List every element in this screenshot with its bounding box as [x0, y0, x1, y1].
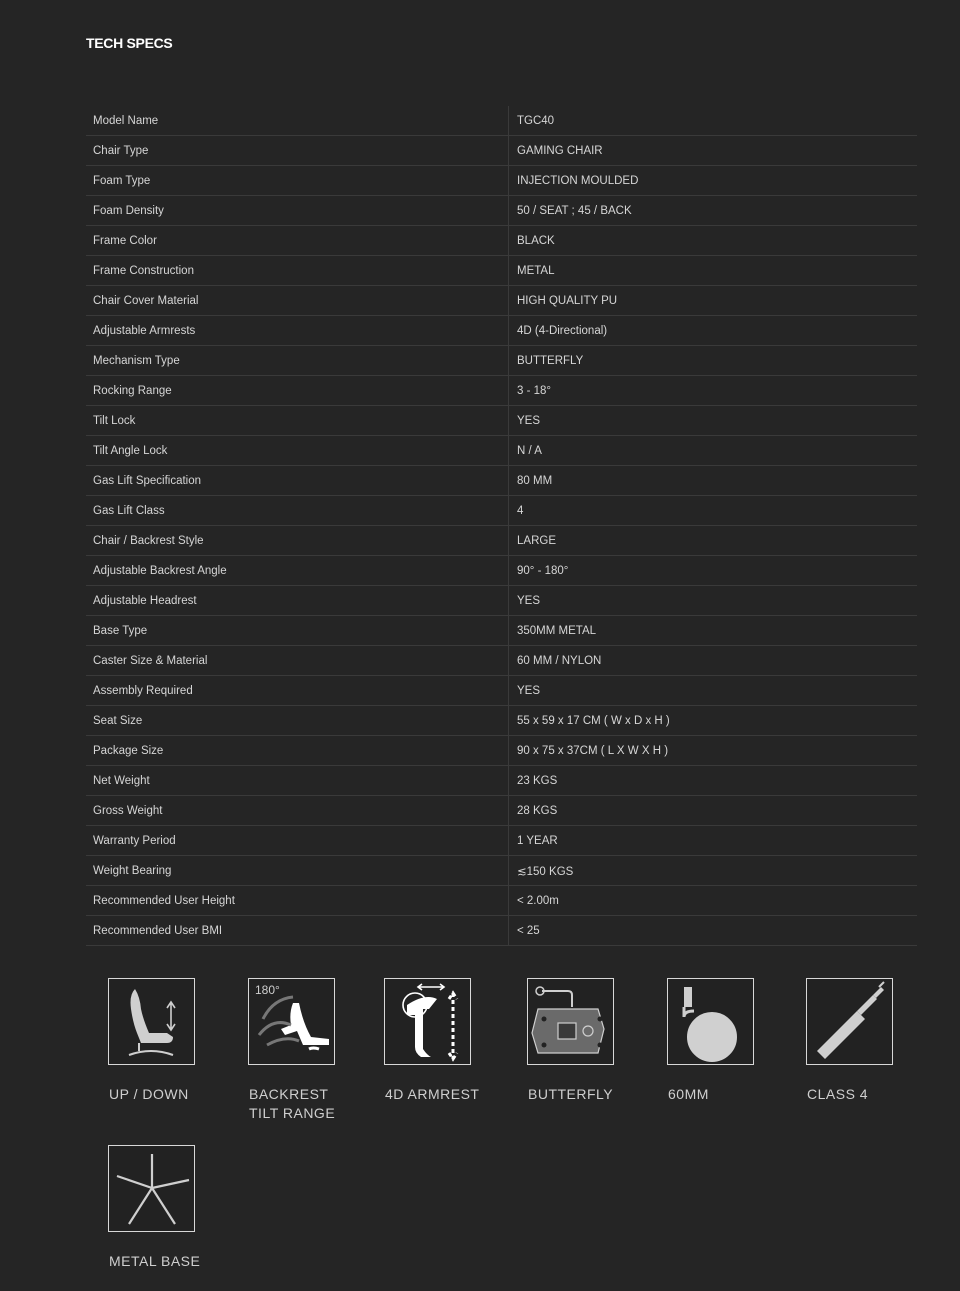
spec-row	[86, 886, 917, 916]
feature-butterfly	[527, 978, 687, 1104]
feature-label: BACKREST TILT RANGE	[249, 1086, 336, 1121]
spec-label: Foam Density	[86, 196, 509, 226]
feature-label: BUTTERFLY	[528, 1086, 614, 1102]
spec-row	[86, 646, 917, 676]
spec-label: Gross Weight	[86, 796, 509, 826]
spec-row	[86, 376, 917, 406]
spec-label: Adjustable Armrests	[86, 316, 509, 346]
spec-value: 350MM METAL	[509, 616, 918, 646]
spec-label: Caster Size & Material	[86, 646, 509, 676]
spec-value: < 2.00m	[509, 886, 918, 916]
spec-value: 4	[509, 496, 918, 526]
spec-label: Adjustable Backrest Angle	[86, 556, 509, 586]
spec-label: Warranty Period	[86, 826, 509, 856]
spec-row	[86, 316, 917, 346]
spec-label: Foam Type	[86, 166, 509, 196]
page-title: TECH SPECS	[86, 35, 173, 51]
spec-label: Recommended User BMI	[86, 916, 509, 946]
feature-gas-lift	[806, 978, 960, 1104]
4d-armrest-icon	[384, 978, 471, 1065]
spec-row	[86, 556, 917, 586]
spec-row	[86, 856, 917, 886]
icon-degree-text: 180°	[255, 983, 280, 997]
spec-label: Gas Lift Specification	[86, 466, 509, 496]
spec-value: YES	[509, 586, 918, 616]
spec-label: Frame Color	[86, 226, 509, 256]
up-down-chair-icon	[108, 978, 195, 1065]
spec-row	[86, 436, 917, 466]
spec-row	[86, 286, 917, 316]
spec-label: Chair Cover Material	[86, 286, 509, 316]
spec-label: Weight Bearing	[86, 856, 509, 886]
feature-caster	[667, 978, 827, 1104]
spec-value: YES	[509, 406, 918, 436]
spec-value: 1 YEAR	[509, 826, 918, 856]
spec-value: 4D (4-Directional)	[509, 316, 918, 346]
spec-value: < 25	[509, 916, 918, 946]
spec-label: Recommended User Height	[86, 886, 509, 916]
metal-base-icon	[108, 1145, 195, 1232]
spec-row	[86, 706, 917, 736]
spec-value: 23 KGS	[509, 766, 918, 796]
spec-row	[86, 196, 917, 226]
spec-label: Chair / Backrest Style	[86, 526, 509, 556]
butterfly-mechanism-icon	[527, 978, 614, 1065]
spec-row	[86, 496, 917, 526]
spec-value: METAL	[509, 256, 918, 286]
spec-row	[86, 796, 917, 826]
spec-value: 28 KGS	[509, 796, 918, 826]
spec-label: Mechanism Type	[86, 346, 509, 376]
spec-label: Base Type	[86, 616, 509, 646]
feature-4d-armrest	[384, 978, 544, 1104]
spec-label: Gas Lift Class	[86, 496, 509, 526]
spec-row	[86, 826, 917, 856]
gas-lift-icon	[806, 978, 893, 1065]
spec-row	[86, 106, 917, 136]
feature-label: METAL BASE	[109, 1253, 201, 1269]
spec-row	[86, 526, 917, 556]
spec-label: Rocking Range	[86, 376, 509, 406]
spec-value: 50 / SEAT ; 45 / BACK	[509, 196, 918, 226]
caster-wheel-icon	[667, 978, 754, 1065]
spec-row	[86, 916, 917, 946]
spec-row	[86, 256, 917, 286]
spec-label: Chair Type	[86, 136, 509, 166]
spec-row	[86, 586, 917, 616]
spec-row	[86, 166, 917, 196]
spec-label: Assembly Required	[86, 676, 509, 706]
spec-row	[86, 766, 917, 796]
backrest-tilt-icon	[248, 978, 335, 1065]
spec-label: Tilt Lock	[86, 406, 509, 436]
spec-row	[86, 136, 917, 166]
spec-value: INJECTION MOULDED	[509, 166, 918, 196]
spec-row	[86, 616, 917, 646]
spec-row	[86, 736, 917, 766]
feature-label: 4D ARMREST	[385, 1086, 480, 1102]
spec-value: 90 x 75 x 37CM ( L X W X H )	[509, 736, 918, 766]
feature-label: UP / DOWN	[109, 1086, 189, 1102]
spec-label: Seat Size	[86, 706, 509, 736]
spec-label: Model Name	[86, 106, 509, 136]
spec-value: 80 MM	[509, 466, 918, 496]
spec-value: LARGE	[509, 526, 918, 556]
feature-label: CLASS 4	[807, 1086, 869, 1102]
spec-label: Adjustable Headrest	[86, 586, 509, 616]
spec-value: 55 x 59 x 17 CM ( W x D x H )	[509, 706, 918, 736]
spec-value: 90° - 180°	[509, 556, 918, 586]
feature-label: 60MM	[668, 1086, 709, 1102]
spec-row	[86, 226, 917, 256]
spec-label: Net Weight	[86, 766, 509, 796]
spec-value: YES	[509, 676, 918, 706]
spec-value: ≲150 KGS	[509, 856, 918, 886]
spec-row	[86, 346, 917, 376]
spec-row	[86, 406, 917, 436]
spec-table-body	[86, 106, 917, 946]
spec-row	[86, 676, 917, 706]
spec-value: GAMING CHAIR	[509, 136, 918, 166]
feature-metal-base	[108, 1145, 268, 1271]
spec-label: Tilt Angle Lock	[86, 436, 509, 466]
spec-value: BLACK	[509, 226, 918, 256]
spec-value: BUTTERFLY	[509, 346, 918, 376]
spec-label: Package Size	[86, 736, 509, 766]
spec-value: TGC40	[509, 106, 918, 136]
spec-table	[86, 106, 917, 946]
spec-value: N / A	[509, 436, 918, 466]
feature-up-down	[108, 978, 268, 1104]
spec-value: HIGH QUALITY PU	[509, 286, 918, 316]
spec-value: 60 MM / NYLON	[509, 646, 918, 676]
spec-label: Frame Construction	[86, 256, 509, 286]
spec-value: 3 - 18°	[509, 376, 918, 406]
spec-row	[86, 466, 917, 496]
